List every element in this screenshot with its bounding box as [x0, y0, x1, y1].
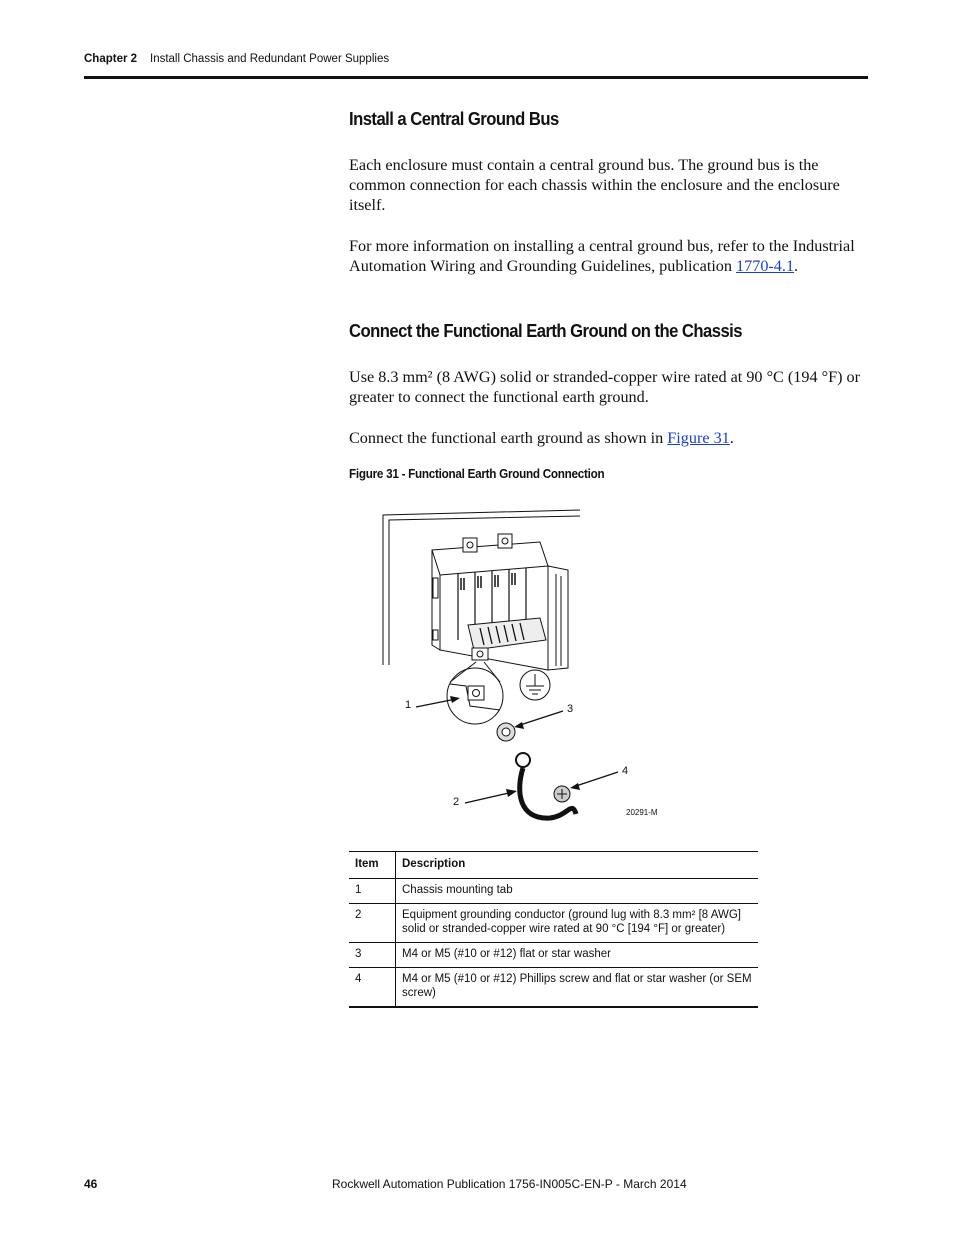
paragraph-connect-text: Connect the functional earth ground as shown in — [349, 429, 668, 447]
table-row — [349, 968, 758, 1008]
ground-connection-figure — [380, 500, 680, 830]
item-description-table — [349, 851, 758, 1008]
header-description: Description — [396, 852, 759, 879]
figure-link[interactable]: Figure 31 — [667, 429, 730, 447]
figure-id: 20291-M — [626, 808, 658, 817]
paragraph-more-info — [349, 236, 864, 276]
paragraph-more-info-text: For more information on installing a central ground bus, refer to the Industrial Automation Wiring and Grounding Guidelines, publication — [349, 237, 855, 275]
item-description: Chassis mounting tab — [396, 879, 759, 904]
item-number: 3 — [349, 943, 396, 968]
item-description: Equipment grounding conductor (ground lug with 8.3 mm² [8 AWG] solid or stranded-copper wire rated at 90 °C [194 °F] or greater) — [396, 904, 759, 943]
table-header-row — [349, 852, 758, 879]
figure-caption: Figure 31 - Functional Earth Ground Connection — [349, 466, 605, 481]
paragraph-wire-spec: Use 8.3 mm² (8 AWG) solid or stranded-copper wire rated at 90 °C (194 °F) or greater to connect the functional earth ground. — [349, 368, 861, 406]
item-description: M4 or M5 (#10 or #12) flat or star washer — [396, 943, 759, 968]
item-number: 4 — [349, 968, 396, 1008]
item-number: 1 — [349, 879, 396, 904]
section-title: Install Chassis and Redundant Power Supplies — [150, 53, 390, 65]
chassis-illustration — [380, 500, 680, 830]
publication-link[interactable]: 1770-4.1 — [736, 257, 795, 275]
table-row — [349, 879, 758, 904]
paragraph-more-info-end: . — [794, 257, 799, 275]
table-row — [349, 943, 758, 968]
chapter-label: Chapter 2 — [84, 53, 138, 65]
publication-footer: Rockwell Automation Publication 1756-IN005C-EN-P - March 2014 — [332, 1177, 687, 1191]
callout-4: 4 — [622, 765, 629, 777]
callout-1: 1 — [405, 699, 412, 711]
item-description: M4 or M5 (#10 or #12) Phillips screw and flat or star washer (or SEM screw) — [396, 968, 759, 1008]
page-header — [84, 52, 868, 79]
item-number: 2 — [349, 904, 396, 943]
paragraph-ground-bus: Each enclosure must contain a central ground bus. The ground bus is the common connection for each chassis within the enclosure and the enclosure itself. — [349, 156, 840, 214]
callout-2: 2 — [453, 796, 460, 808]
heading-central-ground-bus: Install a Central Ground Bus — [349, 108, 559, 129]
callout-3: 3 — [567, 703, 574, 715]
table-row — [349, 904, 758, 943]
paragraph-connect-end: . — [729, 429, 734, 447]
heading-functional-earth-ground: Connect the Functional Earth Ground on the Chassis — [349, 320, 742, 341]
page-number: 46 — [84, 1177, 98, 1191]
paragraph-connect — [349, 428, 864, 448]
header-item: Item — [349, 852, 396, 879]
